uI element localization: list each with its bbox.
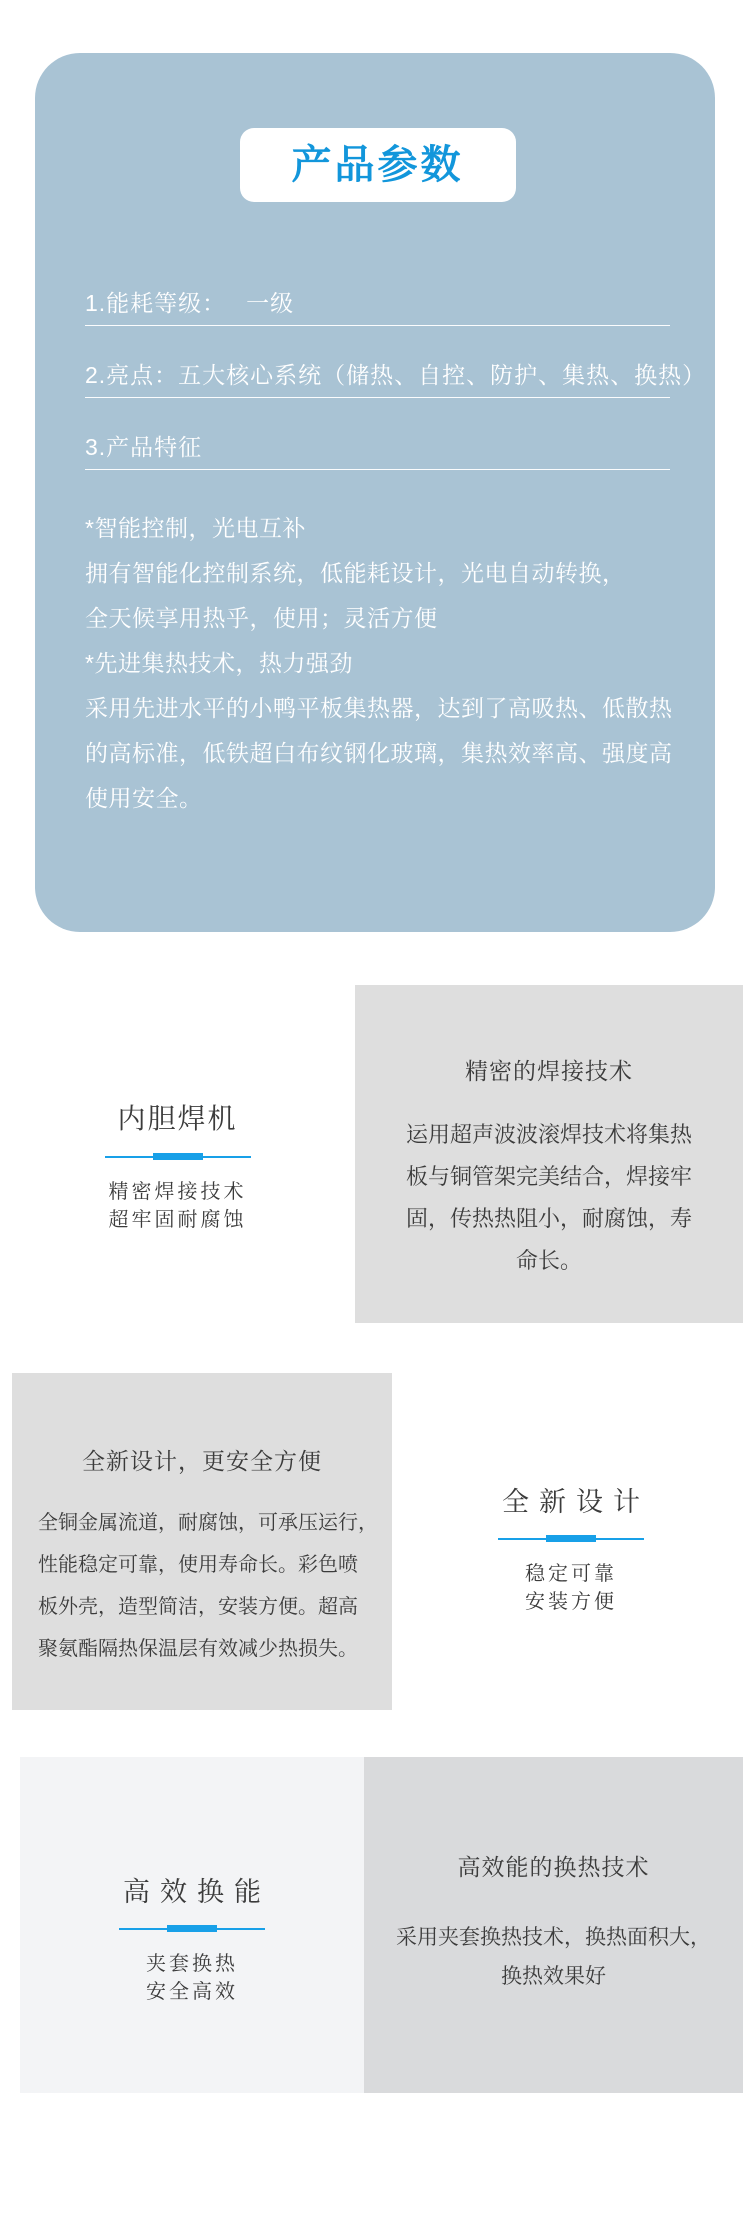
welding-side-title: 内胆焊机 [117, 1102, 238, 1134]
section-welding [0, 985, 750, 1323]
exchange-box-title: 高效能的换热技术 [457, 1854, 650, 1880]
box-text-line: 固，传热热阻小，耐腐蚀，寿 [405, 1206, 692, 1231]
feature-line: 使用安全。 [85, 785, 203, 811]
welding-side-lines [109, 1178, 247, 1234]
side-line: 精密焊接技术 [108, 1180, 247, 1203]
divider-thick-segment [153, 1153, 203, 1160]
divider-thick-segment [167, 1925, 217, 1932]
box-text-line: 全铜金属流道，耐腐蚀，可承压运行， [38, 1512, 378, 1534]
feature-line: *先进集热技术，热力强劲 [85, 650, 353, 676]
welding-side-column [0, 985, 355, 1323]
feature-line: 全天候享用热乎，使用；灵活方便 [85, 605, 438, 631]
product-params-card [35, 53, 715, 932]
accent-divider [105, 1153, 251, 1160]
feature-line: *智能控制，光电互补 [85, 515, 306, 541]
feature-line: 采用先进水平的小鸭平板集热器，达到了高吸热、低散热 [85, 695, 673, 721]
box-text-line: 聚氨酯隔热保温层有效减少热损失。 [38, 1638, 358, 1660]
box-text-line: 采用夹套换热技术，换热面积大， [396, 1926, 711, 1949]
spec-list [85, 290, 707, 470]
section-design [0, 1373, 750, 1710]
welding-gray-box [355, 985, 743, 1323]
spec-item-features-heading: 3.产品特征 [85, 434, 670, 470]
box-text-line: 板与铜管架完美结合，焊接牢 [405, 1164, 692, 1189]
accent-divider [498, 1535, 644, 1542]
design-box-text [38, 1502, 378, 1670]
feature-line: 的高标准，低铁超白布纹钢化玻璃，集热效率高、强度高 [85, 740, 673, 766]
design-side-column [392, 1373, 750, 1710]
section-exchange [0, 1757, 750, 2093]
design-side-title: 全新设计 [502, 1486, 650, 1517]
design-side-lines [525, 1560, 617, 1616]
box-text-line: 换热效果好 [501, 1965, 606, 1988]
box-text-line: 性能稳定可靠，使用寿命长。彩色喷 [38, 1554, 358, 1576]
feature-text-block [85, 506, 673, 821]
side-line: 安全高效 [146, 1981, 238, 2003]
side-line: 超牢固耐腐蚀 [108, 1208, 247, 1231]
spec-item-energy-rating: 1.能耗等级： 一级 [85, 290, 670, 326]
side-line: 安装方便 [525, 1590, 617, 1613]
exchange-side-title: 高效换能 [123, 1877, 271, 1907]
welding-box-text [389, 1114, 709, 1282]
box-text-line: 命长。 [515, 1248, 582, 1273]
divider-thick-segment [546, 1535, 596, 1542]
section-title-badge [240, 128, 516, 202]
exchange-gray-box [364, 1757, 743, 2093]
box-text-line: 运用超声波波滚焊技术将集热 [405, 1122, 692, 1147]
exchange-side-lines [146, 1950, 238, 2006]
section-title: 产品参数 [291, 143, 464, 187]
design-box-title: 全新设计，更安全方便 [82, 1448, 322, 1474]
accent-divider [119, 1925, 265, 1932]
side-line: 夹套换热 [146, 1953, 238, 1975]
exchange-box-text [364, 1918, 743, 1996]
spec-item-highlights: 2.亮点：五大核心系统（储热、自控、防护、集热、换热） [85, 362, 670, 398]
feature-line: 拥有智能化控制系统，低能耗设计，光电自动转换， [85, 560, 626, 586]
exchange-light-box [20, 1757, 364, 2093]
design-gray-box [12, 1373, 392, 1710]
side-line: 稳定可靠 [525, 1562, 617, 1585]
welding-box-title: 精密的焊接技术 [465, 1058, 633, 1084]
box-text-line: 板外壳，造型简洁，安装方便。超高 [38, 1596, 358, 1618]
